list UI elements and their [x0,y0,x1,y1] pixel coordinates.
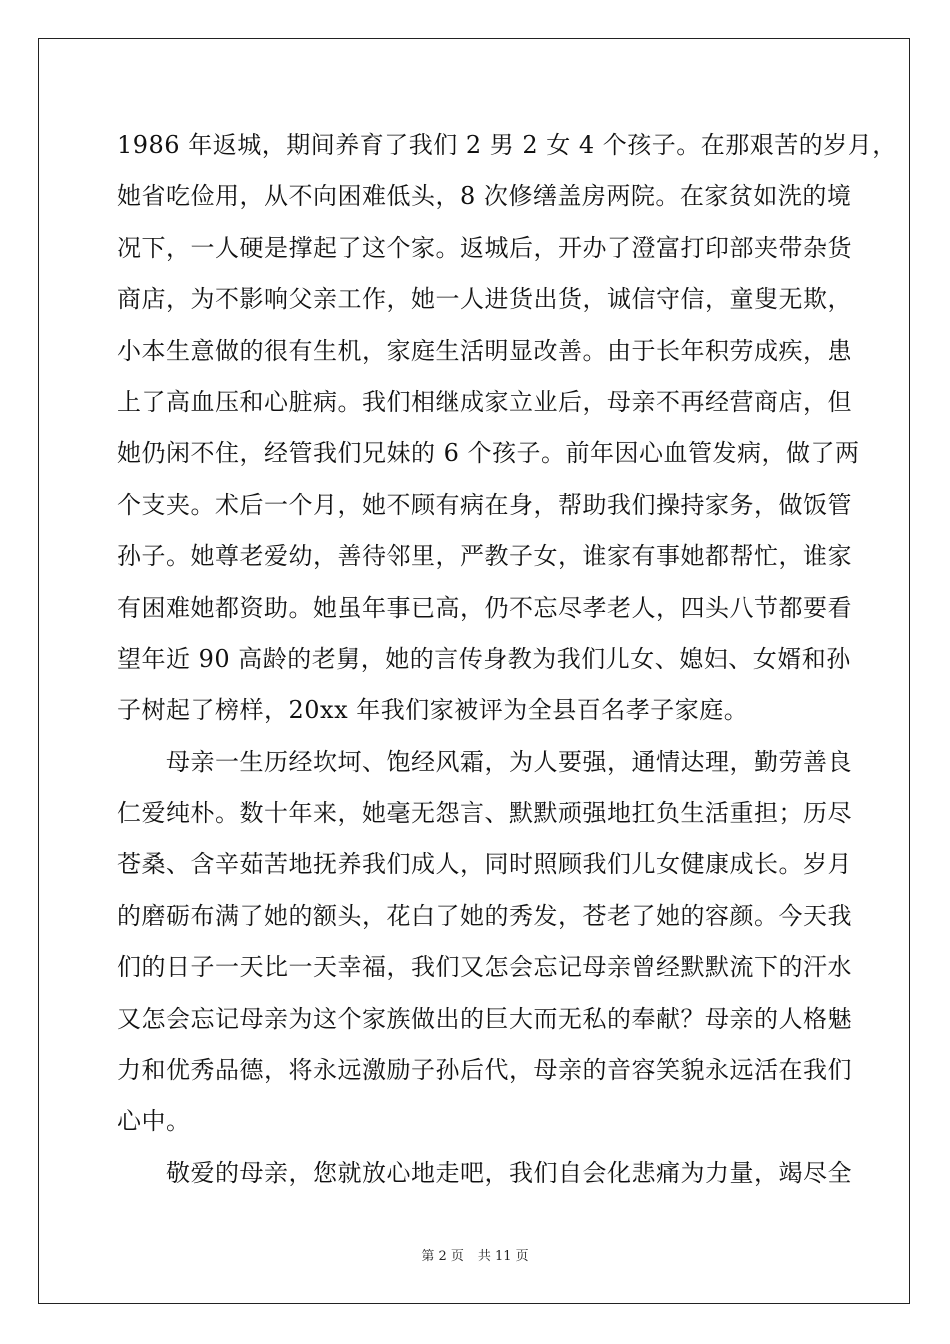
text-line: 上了高血压和心脏病。我们相继成家立业后，母亲不再经营商店，但 [117,387,852,416]
text-line: 她省吃俭用，从不向困难低头，8 次修缮盖房两院。在家贫如洗的境 [117,182,852,211]
text-line: 母亲一生历经坎坷、饱经风霜，为人要强，通情达理，勤劳善良 [117,747,852,776]
text-line: 商店，为不影响父亲工作，她一人进货出货，诚信守信，童叟无欺， [117,285,852,314]
text-line: 仁爱纯朴。数十年来，她毫无怨言、默默顽强地扛负生活重担；历尽 [117,799,852,828]
text-line: 又怎会忘记母亲为这个家族做出的巨大而无私的奉献？母亲的人格魅 [117,1004,852,1033]
text-line: 况下，一人硬是撑起了这个家。返城后，开办了澄富打印部夹带杂货 [117,233,852,262]
page-total: 共 11 页 [477,1249,529,1264]
text-line: 有困难她都资助。她虽年事已高，仍不忘尽孝老人，四头八节都要看 [117,593,852,622]
text-line: 的磨砺布满了她的额头，花白了她的秀发，苍老了她的容颜。今天我 [117,901,852,930]
text-line: 心中。 [117,1107,191,1136]
text-line: 小本生意做的很有生机，家庭生活明显改善。由于长年积劳成疾，患 [117,336,852,365]
text-line: 1986 年返城，期间养育了我们 2 男 2 女 4 个孩子。在那艰苦的岁月， [117,131,897,159]
text-line: 子树起了榜样，20xx 年我们家被评为全县百名孝子家庭。 [117,696,749,725]
text-line: 敬爱的母亲，您就放心地走吧，我们自会化悲痛为力量，竭尽全 [117,1158,852,1187]
document-body [117,120,897,1199]
page-number: 第 2 页 [421,1249,464,1264]
text-line: 望年近 90 高龄的老舅，她的言传身教为我们儿女、媳妇、女婿和孙 [117,644,851,673]
page-footer [0,1248,950,1266]
text-line: 力和优秀品德，将永远激励子孙后代，母亲的音容笑貌永远活在我们 [117,1056,852,1085]
text-line: 个支夹。术后一个月，她不顾有病在身，帮助我们操持家务，做饭管 [117,490,852,519]
text-line: 苍桑、含辛茹苦地抚养我们成人，同时照顾我们儿女健康成长。岁月 [117,850,852,879]
text-line: 孙子。她尊老爱幼，善待邻里，严教子女，谁家有事她都帮忙，谁家 [117,542,852,571]
text-line: 她仍闲不住，经管我们兄妹的 6 个孩子。前年因心血管发病，做了两 [117,439,860,468]
text-line: 们的日子一天比一天幸福，我们又怎会忘记母亲曾经默默流下的汗水 [117,953,852,982]
